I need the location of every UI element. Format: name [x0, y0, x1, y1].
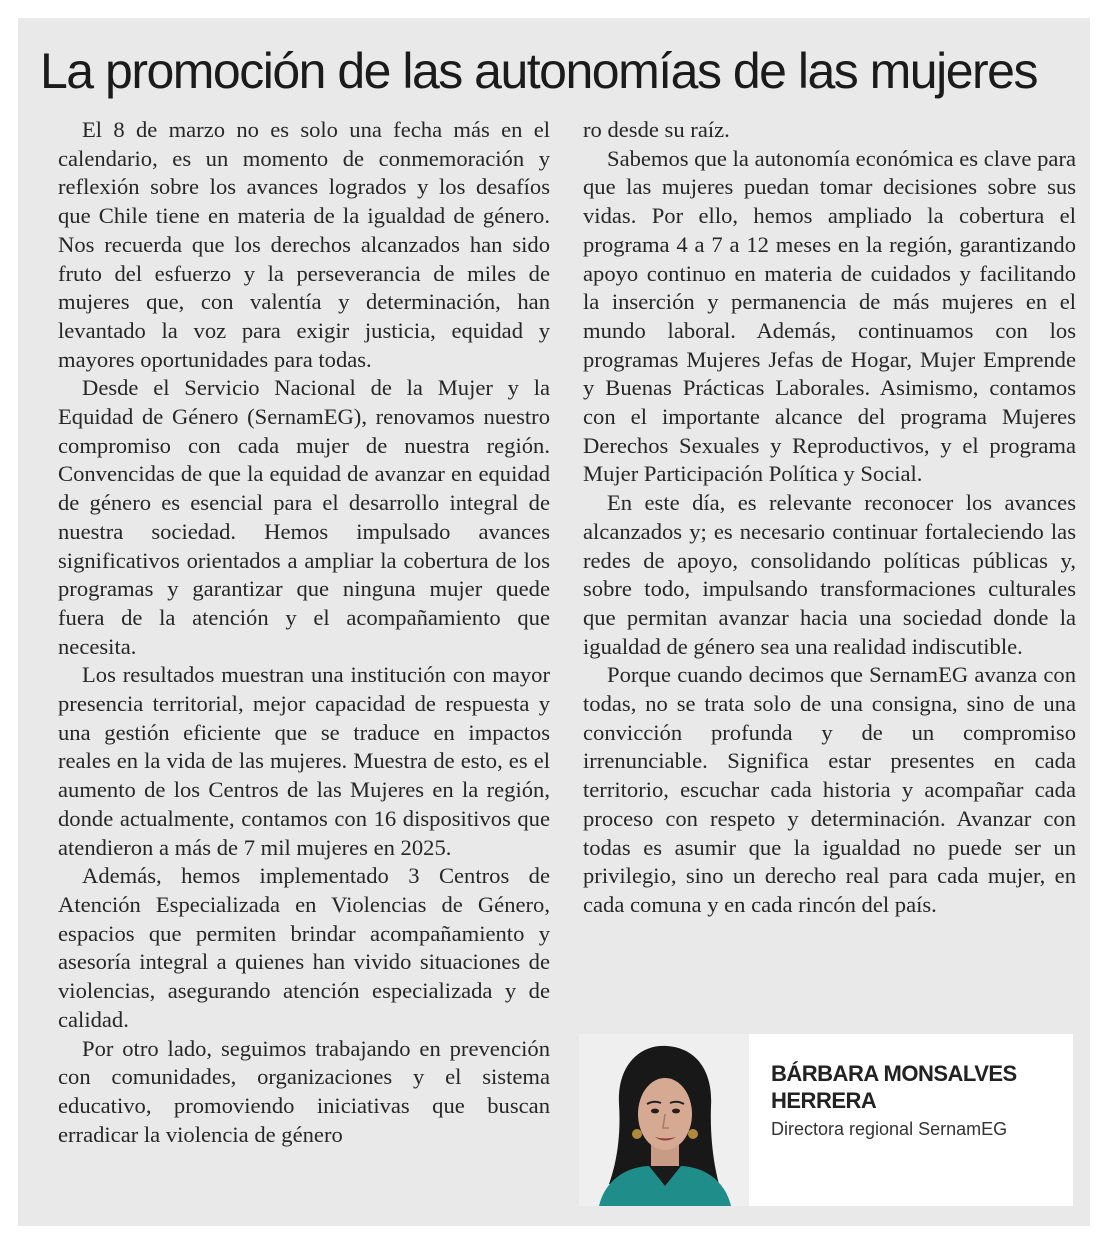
article-paragraph: Por otro lado, seguimos trabajando en prevención con comunidades, organizaciones y el sistema educativo, promoviendo iniciativas que buscan erradicar la violencia de género [58, 1035, 550, 1147]
article-paragraph: Sabemos que la autonomía económica es clave para que las mujeres puedan tomar decisiones sobre sus vidas. Por ello, hemos ampliado la cobertura el programa 4 a 7 a 12 meses en la región, garantizando apoyo continuo en materia de cuidados y facilitando la inserción y permanencia de más mujeres en el mundo laboral. Además, continuamos con los programas Mujeres Jefas de Hogar, Mujer Emprende y Buenas Prácticas Laborales. Asimismo, contamos con el importante alcance del programa Mujeres Derechos Sexuales y Reproductivos, y el programa Mujer Participación Política y Social. [583, 145, 1076, 487]
article-paragraph: Porque cuando decimos que SernamEG avanza con todas, no se trata solo de una consigna, sino de una convicción profunda y de un compromiso irrenunciable. Significa estar presentes en cada territorio, escuchar cada historia y acompañar cada proceso con respeto y determinación. Avanzar con todas es asumir que la igualdad no puede ser un privilegio, sino un derecho real para cada mujer, en cada comuna y en cada rincón del país. [583, 662, 1076, 917]
article-column-left [58, 116, 550, 1149]
headline: La promoción de las autonomías de las mujeres [40, 43, 1037, 99]
article-paragraph: En este día, es relevante reconocer los avances alcanzados y; es necesario continuar fortaleciendo las redes de apoyo, consolidando políticas públicas y, sobre todo, impulsando transformaciones culturales que permitan avanzar hacia una sociedad donde la igualdad de género sea una realidad indiscutible. [583, 490, 1076, 659]
author-portrait [579, 1034, 749, 1206]
article-paragraph: Además, hemos implementado 3 Centros de Atención Especializada en Violencias de Género, espacios que permiten brindar acompañamiento y asesoría integral a quienes han vivido situaciones de violencias, asegurando atención especializada y de calidad. [58, 863, 550, 1032]
author-name: BÁRBARA MONSALVES HERRERA [771, 1061, 1017, 1113]
author-byline [579, 1034, 1073, 1206]
article-paragraph-continuation: ro desde su raíz. [583, 117, 730, 142]
article-paragraph: Desde el Servicio Nacional de la Mujer y la Equidad de Género (SernamEG), renovamos nuestro compromiso con cada mujer de nuestra región. Convencidas de que la equidad de avanzar en equidad de género es esencial para el desarrollo integral de nuestra sociedad. Hemos impulsado avances significativos orientados a ampliar la cobertura de los programas y garantizar que ninguna mujer quede fuera de la atención y el acompañamiento que necesita. [58, 375, 550, 659]
article-paragraph: El 8 de marzo no es solo una fecha más en el calendario, es un momento de conmemoración y reflexión sobre los avances logrados y los desafíos que Chile tiene en materia de la igualdad de género. Nos recuerda que los derechos alcanzados han sido fruto del esfuerzo y la perseverancia de miles de mujeres que, con valentía y determinación, han levantado la voz para exigir justicia, equidad y mayores oportunidades para todas. [58, 117, 550, 372]
article-column-right [583, 116, 1076, 920]
author-role: Directora regional SernamEG [771, 1119, 1008, 1139]
article-paragraph: Los resultados muestran una institución con mayor presencia territorial, mejor capacidad de respuesta y una gestión eficiente que se traduce en impactos reales en la vida de las mujeres. Muestra de esto, es el aumento de los Centros de las Mujeres en la región, donde actualmente, contamos con 16 dispositivos que atendieron a más de 7 mil mujeres en 2025. [58, 662, 550, 860]
